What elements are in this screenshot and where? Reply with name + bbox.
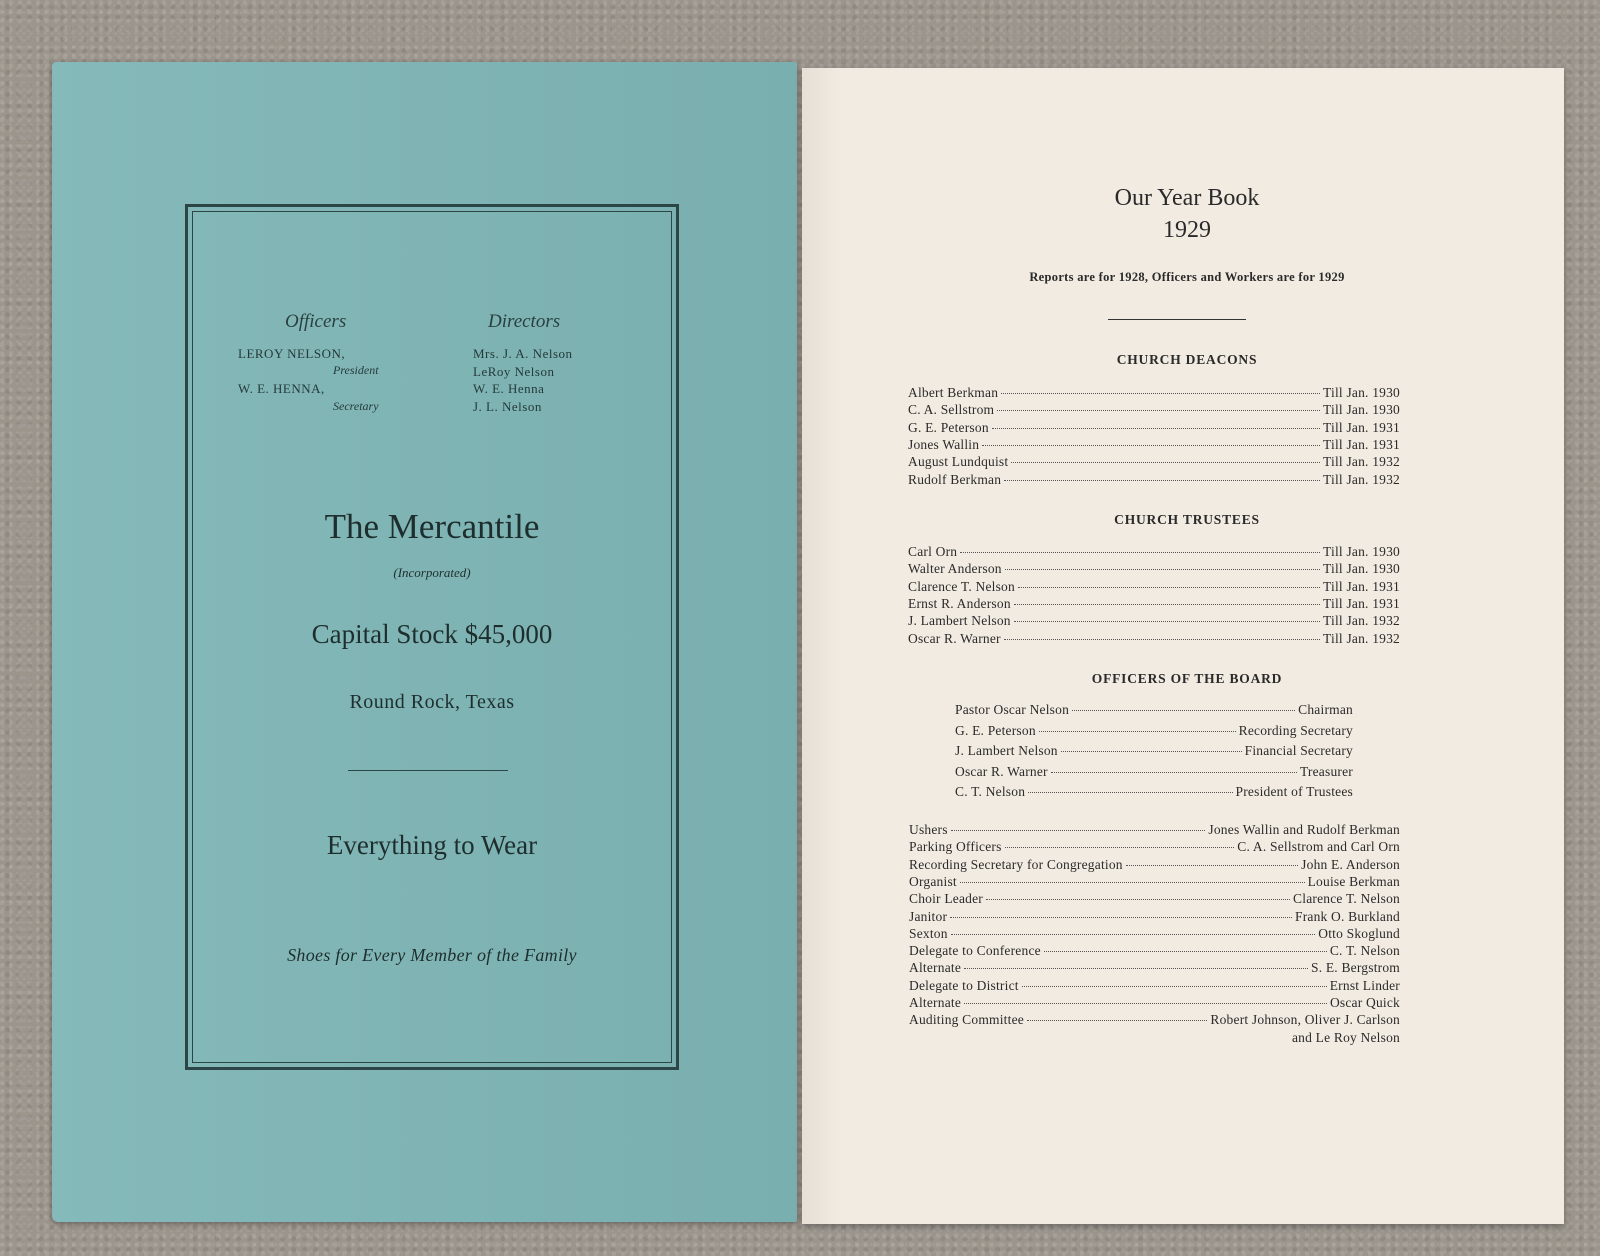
officer-name: W. E. HENNA, — [238, 381, 325, 396]
board-row-left: Oscar R. Warner — [955, 763, 1048, 779]
trustee-row-right: Till Jan. 1930 — [1323, 561, 1400, 577]
worker-row-right: C. T. Nelson — [1329, 943, 1400, 959]
worker-row-left: Auditing Committee — [909, 1012, 1024, 1028]
deacon-row — [908, 454, 1400, 470]
trustee-row — [908, 579, 1400, 595]
dot-leader — [1126, 865, 1298, 866]
directors-heading: Directors — [488, 311, 561, 332]
board-row-right: Treasurer — [1299, 763, 1353, 779]
dot-leader — [1051, 772, 1297, 773]
board-row — [955, 743, 1353, 759]
dot-leader — [1004, 639, 1320, 640]
worker-row-left: Organist — [909, 873, 957, 889]
worker-row-right: S. E. Bergstrom — [1310, 960, 1400, 976]
trustee-row-right: Till Jan. 1932 — [1323, 613, 1400, 629]
board-heading: OFFICERS OF THE BOARD — [1091, 671, 1283, 686]
dot-leader — [1005, 569, 1320, 570]
deacon-row — [908, 402, 1400, 418]
dot-leader — [960, 882, 1305, 883]
trustees-heading: CHURCH TRUSTEES — [1114, 512, 1260, 527]
dot-leader — [986, 899, 1290, 900]
officers-heading: Officers — [285, 311, 347, 332]
director-name: Mrs. J. A. Nelson — [473, 346, 573, 361]
tagline: Shoes for Every Member of the Family — [287, 945, 577, 965]
worker-row — [909, 1012, 1400, 1028]
worker-row-left: Ushers — [909, 822, 948, 837]
board-row — [955, 784, 1353, 800]
director-name: J. L. Nelson — [473, 399, 542, 414]
board-row-right: Recording Secretary — [1238, 722, 1353, 738]
divider-rule — [348, 770, 508, 771]
capital-stock: Capital Stock $45,000 — [311, 619, 553, 649]
deacon-row-left: Jones Wallin — [908, 436, 980, 452]
director-name: W. E. Henna — [473, 381, 545, 396]
dot-leader — [1014, 604, 1320, 605]
worker-row — [909, 857, 1400, 873]
dot-leader — [1018, 587, 1320, 588]
trustee-row-left: Ernst R. Anderson — [908, 595, 1011, 611]
worker-row-right: John E. Anderson — [1301, 856, 1400, 872]
location: Round Rock, Texas — [349, 691, 515, 713]
trustee-row-right: Till Jan. 1930 — [1323, 544, 1400, 559]
deacon-row-left: August Lundquist — [908, 454, 1009, 470]
deacon-row-right: Till Jan. 1931 — [1323, 436, 1400, 452]
deacon-row-right: Till Jan. 1931 — [1323, 419, 1400, 435]
board-row — [955, 764, 1353, 780]
dot-leader — [1044, 951, 1327, 952]
dot-leader — [982, 445, 1320, 446]
slogan: Everything to Wear — [326, 830, 538, 860]
worker-row-right: Frank O. Burkland — [1294, 908, 1400, 924]
board-row-right: Chairman — [1298, 702, 1353, 717]
worker-row-right: Robert Johnson, Oliver J. Carlson — [1210, 1012, 1400, 1028]
worker-row-left: Parking Officers — [909, 839, 1002, 855]
dot-leader — [1027, 1020, 1207, 1021]
deacon-row-right: Till Jan. 1932 — [1323, 454, 1400, 470]
page-title: Our Year Book — [1114, 185, 1260, 211]
dot-leader — [1061, 751, 1242, 752]
trustee-row-right: Till Jan. 1932 — [1323, 630, 1400, 646]
worker-row-right: Jones Wallin and Rudolf Berkman — [1208, 822, 1400, 837]
trustee-row-right: Till Jan. 1931 — [1323, 578, 1400, 594]
report-note: Reports are for 1928, Officers and Workers are for 1929 — [1029, 270, 1345, 284]
worker-row-right: Ernst Linder — [1329, 977, 1400, 993]
company-name: The Mercantile — [324, 507, 540, 546]
worker-row-right: Clarence T. Nelson — [1293, 891, 1400, 907]
dot-leader — [1001, 393, 1320, 394]
board-row-right: Financial Secretary — [1244, 743, 1353, 759]
worker-row — [909, 943, 1400, 959]
worker-row — [909, 891, 1400, 907]
board-row-left: G. E. Peterson — [955, 722, 1036, 738]
dot-leader — [951, 934, 1316, 935]
mercantile-ad-page — [52, 62, 797, 1222]
worker-row — [909, 960, 1400, 976]
dot-leader — [951, 830, 1206, 831]
trustee-row-left: Carl Orn — [908, 544, 958, 559]
worker-row — [909, 926, 1400, 942]
worker-row-right: Louise Berkman — [1307, 873, 1400, 889]
year-label: 1929 — [1163, 217, 1211, 243]
trustee-row — [908, 613, 1400, 629]
auditing-continuation: and Le Roy Nelson — [1291, 1030, 1400, 1045]
worker-row — [909, 995, 1400, 1011]
trustee-row-left: J. Lambert Nelson — [908, 613, 1011, 629]
deacon-row-left: Albert Berkman — [908, 385, 999, 400]
dot-leader — [997, 410, 1320, 411]
dot-leader — [1039, 731, 1236, 732]
director-name: LeRoy Nelson — [473, 364, 555, 379]
worker-row-left: Delegate to Conference — [909, 943, 1041, 959]
worker-row-right: Otto Skoglund — [1318, 925, 1400, 941]
deacon-row — [908, 472, 1400, 488]
worker-row-right: C. A. Sellstrom and Carl Orn — [1237, 839, 1400, 855]
officer-title: Secretary — [333, 399, 379, 413]
ad-border-frame — [185, 204, 679, 1070]
trustee-row-left: Clarence T. Nelson — [908, 578, 1015, 594]
deacon-row — [908, 385, 1400, 401]
worker-row-left: Sexton — [909, 925, 948, 941]
board-row-left: Pastor Oscar Nelson — [955, 702, 1070, 717]
dot-leader — [1028, 792, 1232, 793]
officer-name: LEROY NELSON, — [238, 346, 346, 361]
dot-leader — [964, 968, 1308, 969]
trustee-row — [908, 544, 1400, 560]
deacon-row-left: Rudolf Berkman — [908, 471, 1002, 487]
board-row-right: President of Trustees — [1235, 784, 1353, 800]
dot-leader — [1014, 621, 1320, 622]
worker-row-left: Delegate to District — [909, 977, 1019, 993]
trustee-row-left: Walter Anderson — [908, 561, 1002, 577]
worker-row-left: Recording Secretary for Congregation — [909, 856, 1123, 872]
board-row-left: C. T. Nelson — [955, 784, 1026, 800]
incorporated-label: (Incorporated) — [393, 565, 471, 580]
worker-row-left: Alternate — [909, 995, 962, 1010]
deacon-row-right: Till Jan. 1932 — [1323, 471, 1400, 487]
deacon-row-right: Till Jan. 1930 — [1323, 385, 1400, 400]
deacons-heading: CHURCH DEACONS — [1116, 352, 1258, 367]
dot-leader — [1022, 986, 1327, 987]
trustee-row-right: Till Jan. 1931 — [1323, 595, 1400, 611]
deacon-row-right: Till Jan. 1930 — [1323, 402, 1400, 418]
worker-row — [909, 978, 1400, 994]
worker-row — [909, 909, 1400, 925]
divider-rule — [1108, 319, 1246, 320]
year-book-page — [802, 68, 1564, 1224]
dot-leader — [1011, 462, 1320, 463]
trustee-row — [908, 596, 1400, 612]
dot-leader — [1004, 480, 1320, 481]
worker-row — [909, 874, 1400, 890]
dot-leader — [1005, 847, 1235, 848]
trustee-row — [908, 631, 1400, 647]
dot-leader — [964, 1003, 1327, 1004]
worker-row-left: Alternate — [909, 960, 962, 976]
officer-title: President — [333, 363, 379, 377]
dot-leader — [960, 552, 1320, 553]
deacon-row-left: C. A. Sellstrom — [908, 402, 995, 418]
worker-row-right: Oscar Quick — [1329, 995, 1400, 1010]
deacon-row — [908, 437, 1400, 453]
worker-row — [909, 822, 1400, 838]
worker-row — [909, 839, 1400, 855]
dot-leader — [950, 917, 1292, 918]
worker-row-left: Choir Leader — [909, 891, 983, 907]
dot-leader — [1072, 710, 1295, 711]
trustee-row-left: Oscar R. Warner — [908, 630, 1001, 646]
dot-leader — [992, 428, 1320, 429]
deacon-row — [908, 420, 1400, 436]
board-row-left: J. Lambert Nelson — [955, 743, 1058, 759]
board-row — [955, 723, 1353, 739]
deacon-row-left: G. E. Peterson — [908, 419, 989, 435]
trustee-row — [908, 561, 1400, 577]
board-row — [955, 702, 1353, 718]
worker-row-left: Janitor — [909, 908, 948, 924]
